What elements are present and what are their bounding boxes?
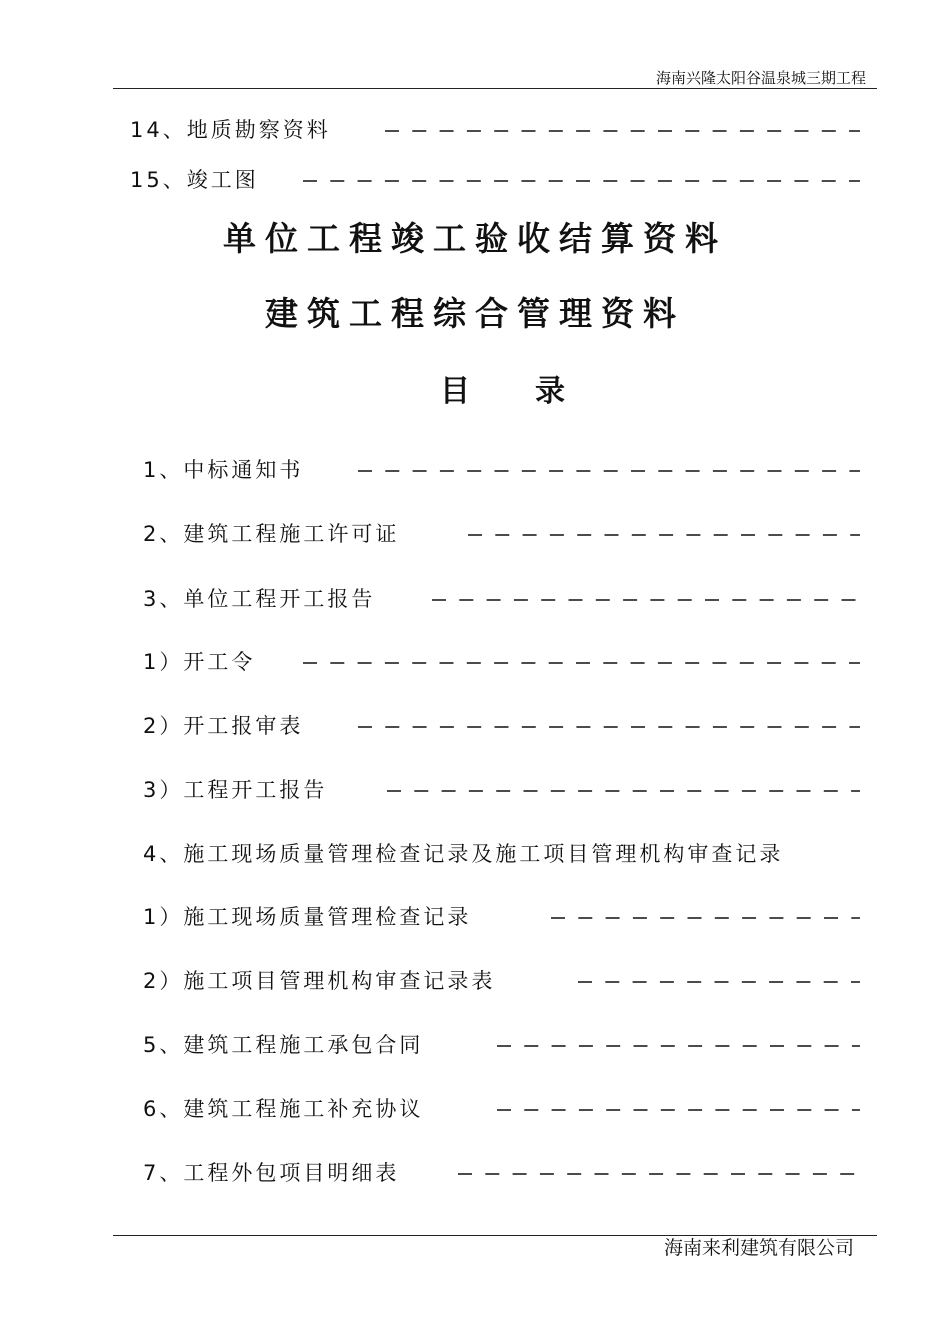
toc-item-label: 2、建筑工程施工许可证 [143,522,400,546]
toc-item-label: 2）施工项目管理机构审查记录表 [143,969,496,993]
main-title: 单位工程竣工验收结算资料 [223,219,727,258]
header-rule [113,88,877,89]
contents-heading-char: 目 [440,374,470,409]
footer-company-name: 海南来利建筑有限公司 [663,1237,854,1259]
toc-row [0,584,950,618]
toc-item-label: 6、建筑工程施工补充协议 [143,1097,424,1121]
toc-item-label: 5、建筑工程施工承包合同 [143,1033,424,1057]
toc-row [0,775,950,809]
toc-item-label: 3、单位工程开工报告 [143,587,376,611]
toc-item-label: 3）工程开工报告 [143,778,328,802]
toc-row [0,519,950,553]
toc-row [0,647,950,681]
toc-row [0,839,950,873]
toc-row [0,1158,950,1192]
toc-row [0,1094,950,1128]
toc-item-label: 7、工程外包项目明细表 [143,1161,400,1185]
toc-item-label: 1）施工现场质量管理检查记录 [143,905,472,929]
toc-row [0,455,950,489]
toc-item-label: 4、施工现场质量管理检查记录及施工项目管理机构审查记录 [143,842,784,866]
toc-row [0,115,950,149]
toc-item-label: 1）开工令 [143,650,256,674]
header-project-name: 海南兴隆太阳谷温泉城三期工程 [655,69,866,87]
contents-heading-char: 录 [535,374,565,409]
toc-row [0,902,950,936]
toc-row [0,966,950,1000]
toc-item-label: 14、地质勘察资料 [130,118,331,142]
toc-row [0,711,950,745]
toc-item-label: 15、竣工图 [130,168,259,192]
toc-row [0,1030,950,1064]
toc-row [0,165,950,199]
toc-item-label: 1、中标通知书 [143,458,304,482]
toc-item-label: 2）开工报审表 [143,714,304,738]
sub-title: 建筑工程综合管理资料 [265,294,685,333]
